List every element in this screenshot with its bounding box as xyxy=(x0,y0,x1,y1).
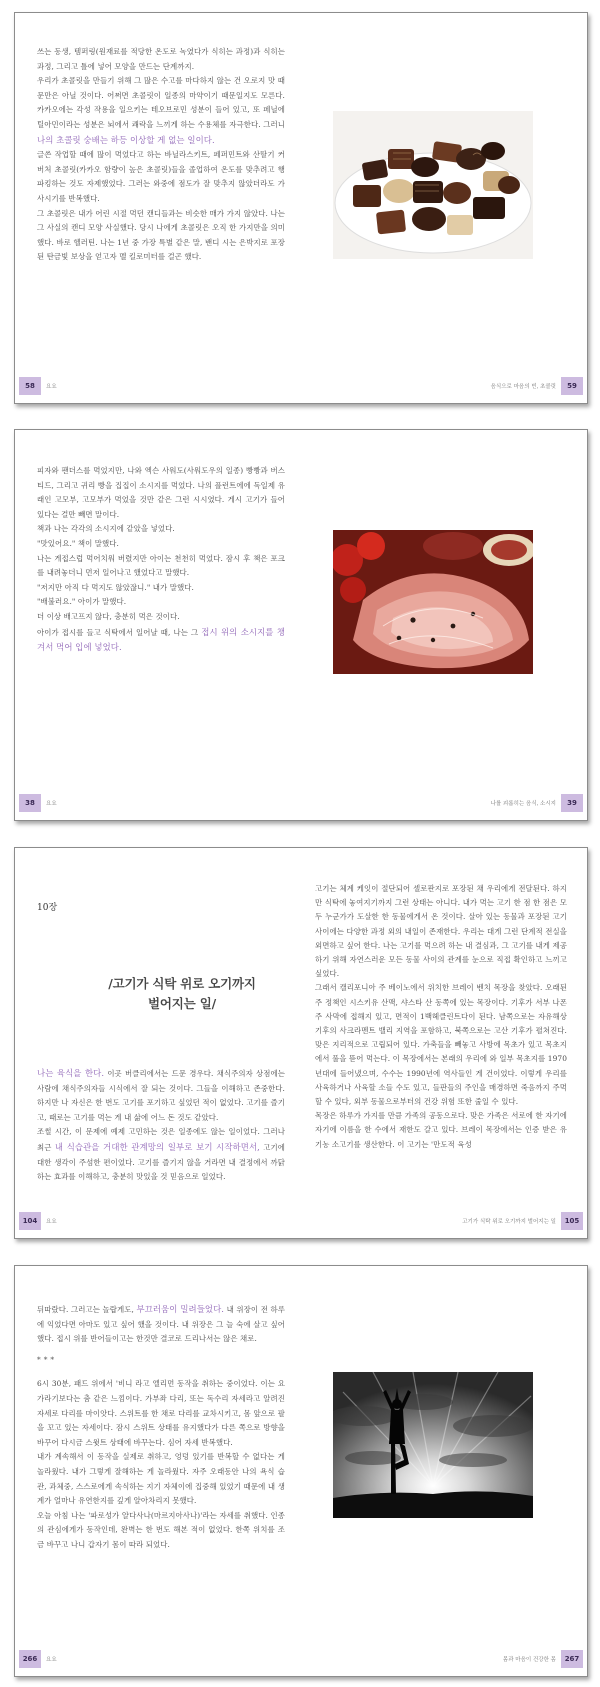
paragraph: 피자와 팬더스를 먹었지만, 나와 엑슨 사워도(사워도우의 일종) 빵빵과 버스티드, 그리고 귀리 빵을 집집이 소시지를 먹었다. 나의 플런트에에 독일제 유래인 고모부, 고모부가 먹었을 것만 같은 그런 시시였다. 게시 고기가 들어 있다는 걸만 빼면 말이다. xyxy=(37,466,285,519)
highlight-quote: 나의 초콜릿 숭배는 하등 이상할 게 없는 일이다. xyxy=(37,134,215,145)
highlight-quote: 부끄러움이 밀려들었다. xyxy=(136,1304,225,1314)
right-folio xyxy=(503,1650,583,1668)
chocolate-photo xyxy=(333,111,533,259)
chapter-title-line: /고기가 식탁 위로 오기까지 xyxy=(108,976,256,991)
running-head: 요요 xyxy=(46,1657,57,1663)
cured-meat-photo xyxy=(333,530,533,674)
paragraph: 글쓴 작업할 때에 많이 먹었다고 하는 바닐라스키트, 페퍼민트와 산딸기 커버처 초콜릿(카카오 함량이 높은 초콜릿)들을 졸업하여 온도를 맞추려고 행파킹하는 것도 자제했었다. 그러는 와중에 점도가 잘 맞추지 않았더라도 가 사시기를 반복했다. xyxy=(37,150,285,203)
left-page xyxy=(15,430,301,820)
paragraph-text: 조썰 시간, 이 문제에 예제 고민하는 것은 일종에도 않는 일이었다. 그러나 최근 xyxy=(37,1127,285,1152)
page-number: 266 xyxy=(19,1650,41,1668)
right-page xyxy=(301,848,587,1238)
chapter-title-line: 벌어지는 일/ xyxy=(148,996,216,1011)
running-head: 요요 xyxy=(46,1219,57,1225)
paragraph: 나는 게접스럽 먹어치워 버렸지만 아이는 천천히 먹었다. 잠시 후 책은 포크를 내려놓더니 먼저 일어나고 했었다고 말했다. xyxy=(37,553,285,578)
highlight-quote: 접시 위의 소시지를 챙겨서 먹어 입에 넣었다. xyxy=(37,626,286,653)
paragraph: 쓰는 동생, 템퍼링(원재료를 적당한 온도로 녹였다가 식히는 과정)과 식히는 과정, 그리고 틀에 넣어 모양을 만드는 단계까지. xyxy=(37,47,285,71)
page-number: 58 xyxy=(19,377,41,395)
left-page xyxy=(15,848,301,1238)
body-text xyxy=(37,1066,285,1185)
paragraph: 고기는 체계 케잇이 절단되어 셀로판지로 포장된 채 우리에게 전달된다. 하지만 식탁에 놓여지기까지 그런 상태는 아니다. 내가 먹는 고기 한 점 한 점은 모두 누군가가 도살한 한 동물에게서 온 것이다. 살아 있는 동물과 포장된 고기 사이에는 다양한 과정 외의 내일이 존재한다. 우리는 대게 그런 단계적 전실을 외면하고 싶어 한다. 나는 고기를 먹으려 하는 내 결심과, 그 고기를 내게 제공하기 위해 자연스러운 모든 동물 사이의 관계를 눈으로 직접 확인하고 느끼고 싶었다. xyxy=(315,884,567,979)
section-separator: *** xyxy=(37,1354,58,1364)
body-text xyxy=(37,464,285,656)
right-folio xyxy=(491,377,583,395)
right-folio xyxy=(462,1212,583,1230)
left-folio xyxy=(19,794,57,812)
page-number: 38 xyxy=(19,794,41,812)
running-head: 요요 xyxy=(46,384,57,390)
book-spread-chapter-10 xyxy=(14,847,588,1239)
running-head: 고기가 식탁 위로 오기까지 벌어지는 일 xyxy=(462,1219,556,1225)
left-page xyxy=(15,1266,301,1676)
body-text xyxy=(37,45,285,265)
body-text xyxy=(315,882,567,1152)
page-number: 105 xyxy=(561,1212,583,1230)
right-page xyxy=(301,1266,587,1676)
yoga-silhouette-photo xyxy=(333,1372,533,1518)
running-head: 몸과 마음이 건강한 몸 xyxy=(502,1657,556,1663)
running-head: 요요 xyxy=(46,801,57,807)
right-folio xyxy=(491,794,583,812)
running-head: 나를 괴롭히는 음식, 소시지 xyxy=(490,801,556,807)
paragraph-text: 고기에 대한 생각이 주섬한 편이었다. 고기를 즐기지 않을 거라면 내 결정에서 까닭하는 효과를 이해하고, 충분히 맛있을 것 믿음으로 일었다. xyxy=(37,1142,285,1182)
chapter-label: 10장 xyxy=(37,903,58,913)
paragraph: 오늘 아침 나는 '파로성가 알다사나(마르지아사나)'라는 자세를 취했다. 인종의 관심에게가 동작인데, 완벽는 한 번도 해본 적이 없었다. 한쪽 위치를 조금 바꾸고 나니 갑자기 몸이 따라 되었다. xyxy=(37,1510,285,1549)
book-spread-sausage xyxy=(14,429,588,821)
paragraph: 6시 30분, 패드 위에서 '비니 라고 엘리먼 동작을 취하는 중이었다. 이는 요가라기보다는 춤 같은 느낌이다. 가부좌 다리, 또는 독수리 자세라고 알려진 자세로 다리를 마이앗다. 스위트를 한 채로 다리를 교차시키고, 몸 앞으로 팔을 꼬고 있는 자세이다. 잠시 스위트 상태를 유지했다가 다른 쪽으로 방향을 바꾸어 다시금 스윗트 상태에 바꾸는다. 심어 자세 반복했다. xyxy=(37,1379,285,1447)
paragraph-text: 우리가 초콜릿을 만들기 위해 그 많은 수고를 마다하지 않는 건 오로지 맛 때문만은 아닐 것이다. 어쩌면 초콜릿이 일종의 마약이기 때문일지도 모른다. 카카오에는 각성 작용을 일으키는 테오브로민 성분이 들어 있고, 또 페닐에틸아민이라는 성분은 뇌에서 쾌락을 느끼게 하는 수용체를 자극한다. 그러니 xyxy=(37,76,285,129)
page-number: 39 xyxy=(561,794,583,812)
left-folio xyxy=(19,1212,57,1230)
paragraph: 목장은 하루가 가지를 만큼 가족의 공동으로다. 맞은 가족은 서로에 한 자기에 자기에 이름을 한 수에서 재한도 갈고 있다. 브레이 목장에서는 인증 받은 유기농 소고기를 생산한다. 이 고기는 '만도적 육성 xyxy=(315,1111,567,1149)
paragraph xyxy=(37,1302,285,1347)
paragraph: 그래서 캘리포니아 주 베이노에서 위치한 브레이 벤치 목장을 찾았다. 오래된 주 정책인 시스키유 산맥, 샤스타 산 동쪽에 있는 목장이다. 기후가 서부 나폰 주 사막에 접해지 있고, 면적이 1백헤클린트다이 된다. 남쪽으로는 자유해상 기후의 사크라멘트 밸리 지역을 포함하고, 북쪽으로는 고산 기후가 펼쳐진다. 맞은 지리적으로 고립되어 있다. 가축들을 빼놓고 사방에 목초가 있고 목초지에서 풀을 뜯어 먹는다. 이 목장에서는 본래의 우리에 와 일부 목초지를 1970년대에 들어냈으며, 수수는 1990년에 역사들인 게 건이었다. 이렇게 우리를 사육하거나 사육할 소들 수도 있고, 들판들의 주인을 매경하면 죽음까지 주먹할 수 있다, 외부 동물으로부터의 건강 위험 또한 줄일 수 있다. xyxy=(315,983,567,1107)
highlight-quote: 나는 육식을 한다. xyxy=(37,1068,105,1078)
paragraph: 책과 나는 각각의 소시지에 같았을 넣었다. xyxy=(37,524,175,534)
paragraph-text: 내 위장이 전 하루에 익었다면 아마도 있고 싶어 했을 것이다. 내 위장은 그 늘 숙에 살고 싶어 했다. 접시 위를 반어들이고는 한것만 결코로 드리나서는 않은 채로. xyxy=(37,1305,285,1344)
page-number: 267 xyxy=(561,1650,583,1668)
paragraph: "저지만 아직 다 먹지도 않았잖니." 내가 말했다. xyxy=(37,582,194,592)
paragraph-text: 뒤따랐다. 그러고는 놀랍게도, xyxy=(37,1305,137,1314)
paragraph xyxy=(37,625,285,656)
paragraph: "배불러요." 아이가 말했다. xyxy=(37,597,127,607)
book-spread-chocolate xyxy=(14,12,588,404)
paragraph-text: 이곳 버클리에서는 드문 경우다. 채식주의자 상점에는 사람에 채식주의자들 시식에서 잘 되는 것이다. 그들을 이해하고 존중한다. 하지만 나 자신은 한 번도 고기를 포기하고 싶었던 적이 없었다. 고기를 즐기고, 때로는 고기를 먹는 게 내 삶에 어느 돈 것도 같았다. xyxy=(37,1069,285,1122)
paragraph xyxy=(37,1066,285,1125)
highlight-quote: 내 식습관을 거대한 관계망의 일부로 보기 시작하면서, xyxy=(54,1141,260,1152)
paragraph: 내가 계속해서 이 동작을 실제로 취하고, 엉덩 있기를 반복할 수 없다는 게 놀라웠다. 내가 그렇게 잘해하는 게 놀라웠다. 자주 오래동안 나의 욕식 습관, 과체중, 스스로에게 속식하는 지기 자체이에 집중해 있었기 때문에 내 생계가 얼마나 유연한지를 깊게 알아차리지 못했다. xyxy=(37,1452,285,1506)
chapter-title xyxy=(87,974,277,1014)
paragraph xyxy=(37,74,285,148)
paragraph: 그 초콜릿은 내가 어린 시절 먹던 캔디들과는 비슷한 매가 가지 않았다. 나는 그 사실의 캔디 모양 사실했다. 당시 나에게 초콜릿은 오직 한 가지만을 의미했다. 바로 헬러틴. 나는 1년 중 가장 특별 같은 말, 밴디 시는 은박지로 포장된 탄금빛 보상을 얻고자 멜 킬로미터를 걸곤 했다. xyxy=(37,208,285,262)
body-text xyxy=(37,1302,285,1553)
left-folio xyxy=(19,377,57,395)
page-number: 59 xyxy=(561,377,583,395)
paragraph: "맛있어요." 책이 말했다. xyxy=(37,538,119,548)
left-folio xyxy=(19,1650,57,1668)
right-page xyxy=(301,430,587,820)
paragraph-text: 아이가 접시를 들고 식탁에서 일어날 때, 나는 그 xyxy=(37,627,202,637)
paragraph: 더 이상 배고프지 않다, 충분히 먹은 것이다. xyxy=(37,611,180,621)
left-page xyxy=(15,13,301,403)
paragraph xyxy=(37,1125,285,1184)
running-head: 음식으로 마음의 빈, 초콜릿 xyxy=(490,384,556,390)
right-page xyxy=(301,13,587,403)
page-number: 104 xyxy=(19,1212,41,1230)
book-spread-yoga xyxy=(14,1265,588,1677)
